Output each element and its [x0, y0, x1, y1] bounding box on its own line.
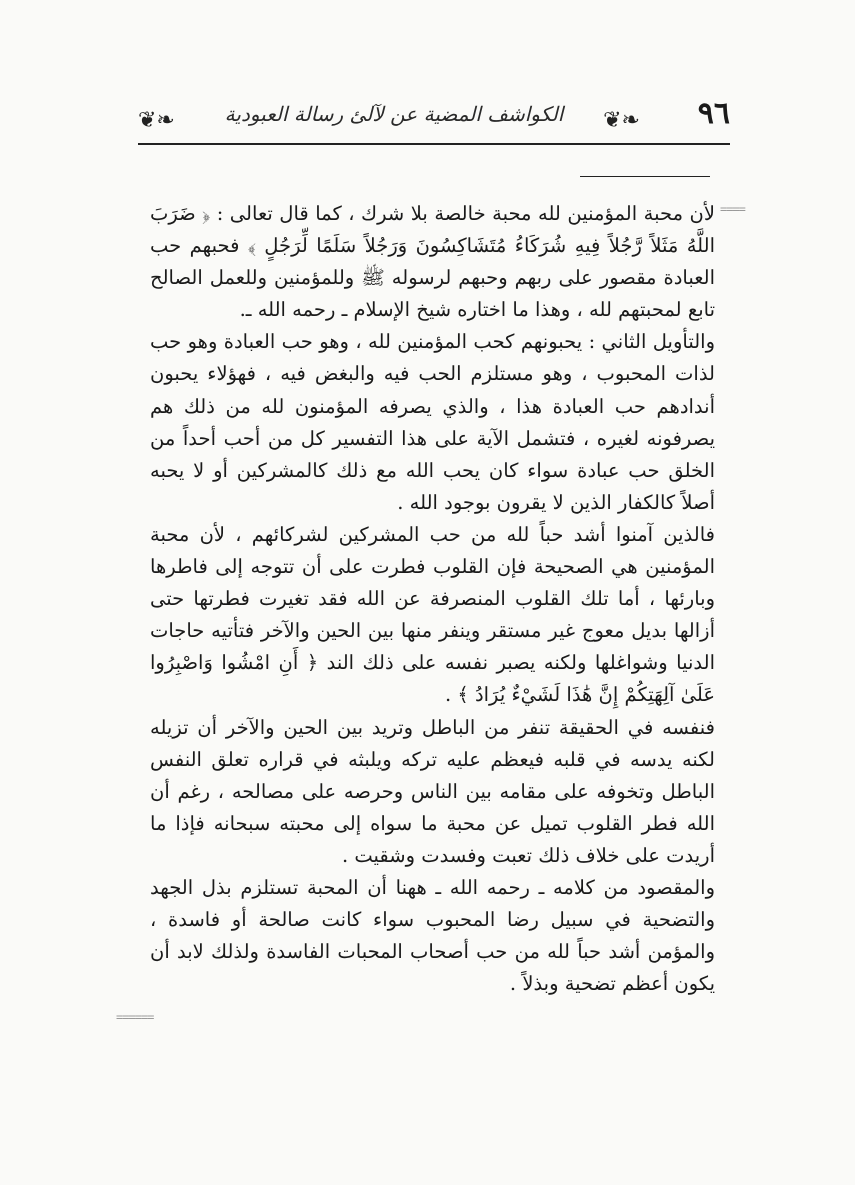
- paragraph: فنفسه في الحقيقة تنفر من الباطل وتريد بين الحين والآخر أن تزيله لكنه يدسه في قلبه فيعظم عليه تركه ويلبثه في قراره تعلق النفس الباطل وتخوفه على مقامه بين الناس وحرصه على مصالحه ، رغم أن الله فطر القلوب تميل عن محبة ما سواه إلى محبته سبحانه فإذا ما أريدت على خلاف ذلك تعبت وفسدت وشقيت .: [150, 715, 715, 867]
- paragraph: والمقصود من كلامه ـ رحمه الله ـ ههنا أن المحبة تستلزم بذل الجهد والتضحية في سبيل رضا المحبوب سواء كانت صالحة أو فاسدة ، والمؤمن أشد حباً لله من حب أصحاب المحبات الفاسدة ولذلك لابد أن يكون أعظم تضحية وبذلاً .: [150, 875, 715, 996]
- header-sub-rule: [580, 176, 710, 177]
- margin-mark-top: ====: [720, 202, 745, 216]
- body-text: [150, 198, 715, 1000]
- ornament-right-icon: ❦❧: [603, 108, 640, 133]
- ornament-left-icon: ❦❧: [138, 108, 175, 133]
- page-header: [138, 96, 730, 144]
- paragraph: فالذين آمنوا أشد حباً لله من حب المشركين لشركائهم ، لأن محبة المؤمنين هي الصحيحة فإن القلوب فطرت على أن تتوجه إلى فاطرها وبارئها ، أما تلك القلوب المنصرفة عن الله فقد تغيرت فطرتها حتى أزالها بديل معوج غير مستقر وينفر منها بين الحين والآخر فتأتيه حاجات الدنيا وشواغلها ولكنه يصبر نفسه على ذلك الند ﴿ أَنِ امْشُوا وَاصْبِرُوا عَلَىٰ آلِهَتِكُمْ إِنَّ هَٰذَا لَشَيْءٌ يُرَادُ ﴾ .: [150, 522, 715, 707]
- header-rule: [138, 143, 730, 145]
- page-number: ٩٦: [697, 96, 730, 131]
- margin-mark-bottom: ======: [116, 1010, 154, 1024]
- paragraph: لأن محبة المؤمنين لله محبة خالصة بلا شرك ، كما قال تعالى : ﴿ ضَرَبَ اللَّهُ مَثَلاً رَّجُلاً فِيهِ شُرَكَاءُ مُتَشَاكِسُونَ وَرَجُلاً سَلَمًا لِّرَجُلٍ ﴾ فحبهم حب العبادة مقصور على ربهم وحبهم لرسوله ﷺ وللمؤمنين وللعمل الصالح تابع لمحبتهم لله ، وهذا ما اختاره شيخ الإسلام ـ رحمه الله ـ.: [150, 202, 715, 322]
- running-title: الكواشف المضية عن لآلئ رسالة العبودية: [224, 102, 564, 126]
- paragraph: والتأويل الثاني : يحبونهم كحب المؤمنين لله ، وهو حب العبادة وهو حب لذات المحبوب ، وهو مستلزم الحب فيه والبغض فيه ، فهؤلاء يحبون أندادهم حب العبادة هذا ، والذي يصرفه المؤمنون لله من ذلك هم يصرفونه لغيره ، فتشمل الآية على هذا التفسير كل من أحب أحداً من الخلق حب عبادة سواء كان يحب الله مع ذلك كالمشركين أو لا يحبه أصلاً كالكفار الذين لا يقرون بوجود الله .: [150, 330, 715, 514]
